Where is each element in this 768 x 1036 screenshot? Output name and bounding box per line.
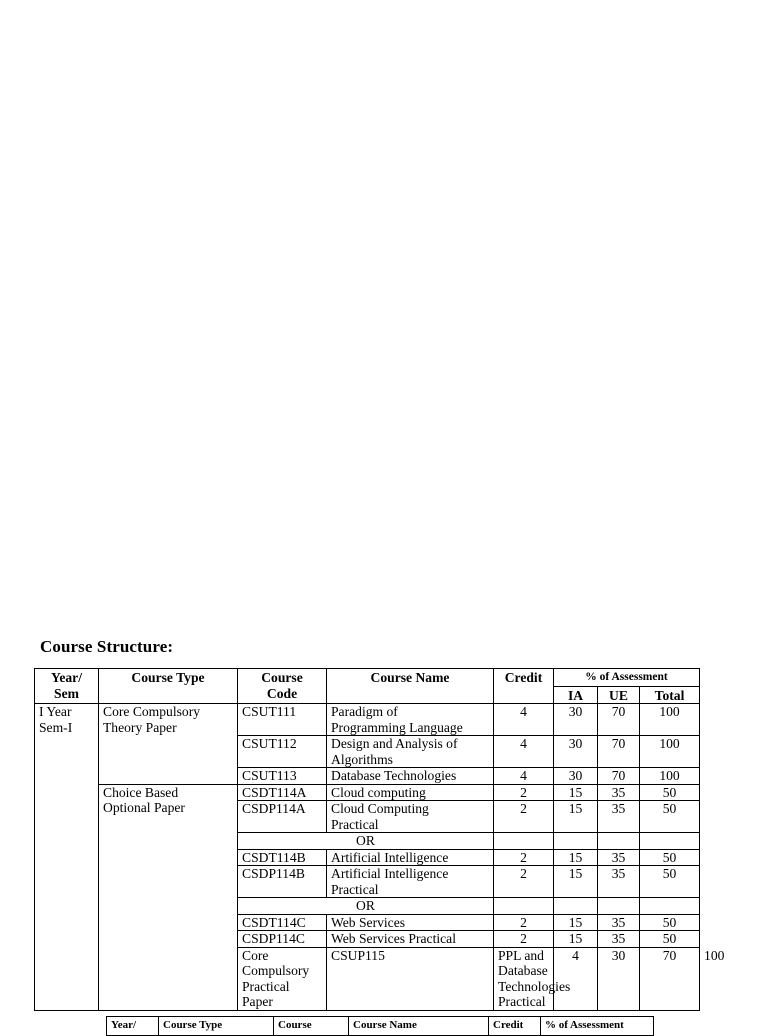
header-total: Total: [640, 686, 700, 704]
course-code: CSDP114B: [238, 866, 327, 898]
credit-value: 2: [494, 849, 554, 866]
ia-value: 30: [554, 736, 598, 768]
course-type-core-practical: Core Compulsory Practical Paper: [238, 947, 327, 1010]
ia-value: 15: [554, 931, 598, 948]
ue-value: 35: [598, 931, 640, 948]
total-value: 50: [640, 914, 700, 931]
course-code: CSDP114A: [238, 801, 327, 833]
ue-value: 35: [598, 784, 640, 801]
course-code: CSDT114A: [238, 784, 327, 801]
ue-value: 70: [598, 768, 640, 785]
course-code: CSUT113: [238, 768, 327, 785]
ue-value: 70: [598, 736, 640, 768]
ue-value: 35: [598, 849, 640, 866]
course-name: Web Services: [327, 914, 494, 931]
table-row: [35, 784, 700, 801]
total-value: 50: [640, 801, 700, 833]
course-code: CSDT114B: [238, 849, 327, 866]
header-course-code: Course Code: [238, 669, 327, 704]
credit-value: 4: [494, 736, 554, 768]
next-header-course-type: Course Type: [159, 1017, 274, 1035]
course-code: CSUP115: [327, 947, 494, 1010]
course-name: Paradigm of Programming Language: [327, 704, 494, 736]
ia-value: 15: [554, 914, 598, 931]
next-table-header-cut: [106, 1016, 654, 1036]
empty-cell: [598, 833, 640, 850]
course-name: Design and Analysis of Algorithms: [327, 736, 494, 768]
empty-cell: [554, 898, 598, 915]
or-separator: OR: [238, 898, 494, 915]
course-name: Cloud computing: [327, 784, 494, 801]
ue-value: 70: [598, 704, 640, 736]
course-name: Artificial Intelligence Practical: [327, 866, 494, 898]
ue-value: 35: [598, 801, 640, 833]
ue-value: 35: [598, 914, 640, 931]
header-ue: UE: [598, 686, 640, 704]
course-code: CSUT111: [238, 704, 327, 736]
ia-value: 30: [554, 704, 598, 736]
total-value: 100: [640, 768, 700, 785]
ia-value: 30: [554, 768, 598, 785]
course-code: CSDT114C: [238, 914, 327, 931]
credit-value: 4: [554, 947, 598, 1010]
next-header-year: Year/: [107, 1017, 159, 1035]
course-name: Artificial Intelligence: [327, 849, 494, 866]
course-name: Cloud Computing Practical: [327, 801, 494, 833]
year-sem-cell: I Year Sem-I: [35, 704, 99, 1011]
empty-cell: [494, 833, 554, 850]
course-code: CSDP114C: [238, 931, 327, 948]
course-type-core-theory: Core Compulsory Theory Paper: [99, 704, 238, 785]
next-header-course-name: Course Name: [349, 1017, 489, 1035]
table-row: Core Compulsory Practical Paper CSUP115 PPL and Database Technologies Practical 4 30 70 100: [35, 947, 700, 1010]
total-value: 50: [640, 866, 700, 898]
header-course-name: Course Name: [327, 669, 494, 704]
credit-value: 2: [494, 784, 554, 801]
empty-cell: [598, 898, 640, 915]
credit-value: 2: [494, 801, 554, 833]
credit-value: 2: [494, 931, 554, 948]
ia-value: 15: [554, 849, 598, 866]
credit-value: 4: [494, 768, 554, 785]
header-ia: IA: [554, 686, 598, 704]
ia-value: 30: [598, 947, 640, 1010]
total-value: 50: [640, 784, 700, 801]
ia-value: 15: [554, 866, 598, 898]
credit-value: 2: [494, 914, 554, 931]
header-row-1: [35, 669, 700, 687]
empty-cell: [554, 833, 598, 850]
course-name: Database Technologies: [327, 768, 494, 785]
header-course-type: Course Type: [99, 669, 238, 704]
ia-value: 15: [554, 801, 598, 833]
header-year-sem: Year/ Sem: [35, 669, 99, 704]
course-name: PPL and Database Technologies Practical: [494, 947, 554, 1010]
total-value: 50: [640, 849, 700, 866]
ue-value: 35: [598, 866, 640, 898]
ia-value: 15: [554, 784, 598, 801]
header-credit: Credit: [494, 669, 554, 704]
course-structure-table: [34, 668, 725, 1011]
empty-cell: [640, 898, 700, 915]
total-value: 100: [640, 704, 700, 736]
ue-value: 70: [640, 947, 700, 1010]
next-header-course: Course: [274, 1017, 349, 1035]
table-row: [35, 704, 700, 736]
next-header-credit: Credit: [489, 1017, 541, 1035]
empty-cell: [640, 833, 700, 850]
total-value: 100: [640, 736, 700, 768]
section-heading: Course Structure:: [40, 637, 174, 656]
course-name: Web Services Practical: [327, 931, 494, 948]
or-separator: OR: [238, 833, 494, 850]
next-header-assessment: % of Assessment: [545, 1019, 624, 1031]
credit-value: 4: [494, 704, 554, 736]
course-code: CSUT112: [238, 736, 327, 768]
header-assessment: % of Assessment: [554, 669, 700, 687]
credit-value: 2: [494, 866, 554, 898]
total-value: 50: [640, 931, 700, 948]
course-type-choice-optional: Choice Based Optional Paper: [99, 784, 238, 1010]
empty-cell: [494, 898, 554, 915]
